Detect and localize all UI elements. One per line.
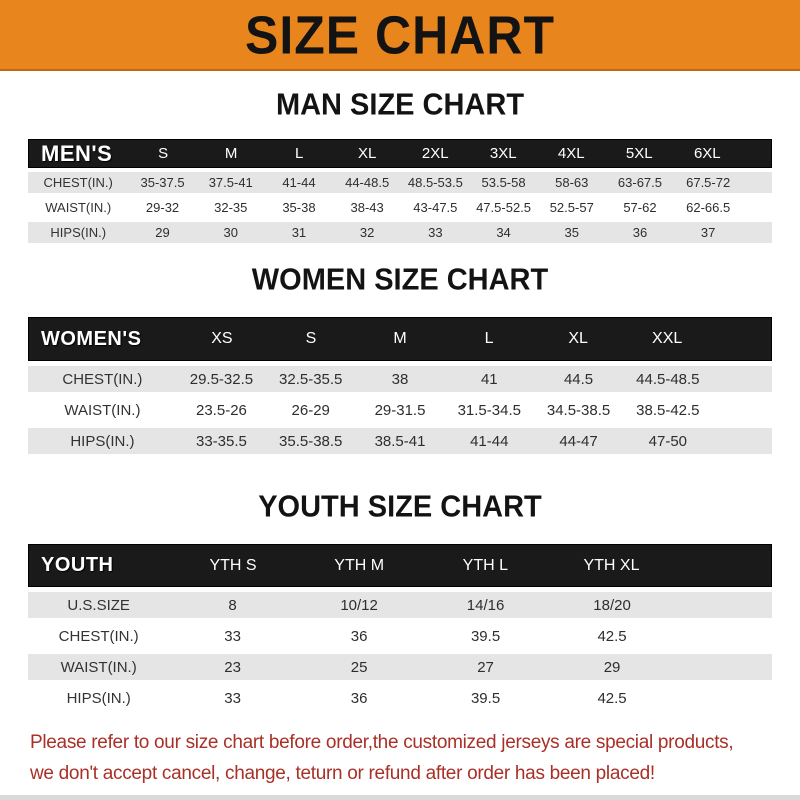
womens-size-table bbox=[28, 317, 772, 454]
column-header: YTH M bbox=[334, 556, 385, 574]
size-value: 27 bbox=[477, 658, 494, 676]
table-row bbox=[28, 428, 772, 454]
size-value: 43-47.5 bbox=[413, 200, 458, 215]
column-header: YTH L bbox=[462, 556, 508, 574]
row-label: HIPS(IN.) bbox=[66, 689, 131, 707]
size-value: 33-35.5 bbox=[196, 432, 247, 450]
size-value: 35 bbox=[564, 225, 579, 240]
row-label: WAIST(IN.) bbox=[45, 200, 112, 215]
size-value: 10/12 bbox=[340, 596, 378, 614]
size-value: 41 bbox=[480, 370, 498, 388]
size-value: 41-44 bbox=[470, 432, 509, 450]
size-value: 36 bbox=[350, 627, 368, 645]
size-value: 36 bbox=[350, 689, 368, 707]
table-row bbox=[28, 654, 772, 680]
column-header: S bbox=[158, 145, 169, 162]
table-row bbox=[28, 397, 772, 423]
youth-size-table-header bbox=[28, 544, 772, 587]
size-value: 23.5-26 bbox=[196, 401, 247, 419]
size-value: 44-47 bbox=[559, 432, 598, 450]
column-header: XL bbox=[358, 145, 377, 162]
man-size-chart-heading: MAN SIZE CHART bbox=[275, 88, 525, 122]
table-corner-label: WOMEN'S bbox=[41, 327, 142, 350]
size-value: 39.5 bbox=[470, 689, 501, 707]
row-label: HIPS(IN.) bbox=[70, 432, 135, 450]
size-value: 52.5-57 bbox=[549, 200, 594, 215]
table-row bbox=[28, 197, 772, 218]
womens-size-table-header bbox=[28, 317, 772, 361]
row-label: U.S.SIZE bbox=[67, 596, 130, 614]
column-header: 6XL bbox=[693, 145, 721, 162]
size-value: 38.5-41 bbox=[374, 432, 426, 450]
mens-size-table-header bbox=[28, 139, 772, 168]
size-value: 29.5-32.5 bbox=[189, 370, 254, 388]
size-value: 29-32 bbox=[145, 200, 180, 215]
column-header: YTH XL bbox=[583, 556, 640, 574]
size-value: 47.5-52.5 bbox=[476, 200, 532, 215]
youth-size-chart-heading: YOUTH SIZE CHART bbox=[258, 490, 542, 524]
row-label: WAIST(IN.) bbox=[64, 401, 141, 419]
column-header: L bbox=[484, 330, 494, 347]
row-label: CHEST(IN.) bbox=[58, 627, 139, 645]
disclaimer-line-1: Please refer to our size chart before order,the customized jerseys are special products, bbox=[30, 732, 734, 753]
size-value: 35.5-38.5 bbox=[279, 432, 343, 450]
column-header: 5XL bbox=[625, 145, 653, 162]
size-value: 44.5-48.5 bbox=[636, 370, 700, 388]
row-label: WAIST(IN.) bbox=[60, 658, 137, 676]
column-header: 2XL bbox=[421, 145, 449, 162]
size-value: 58-63 bbox=[555, 175, 589, 190]
table-row bbox=[28, 366, 772, 392]
banner-title: SIZE CHART bbox=[245, 4, 555, 65]
size-value: 35-38 bbox=[282, 200, 316, 215]
size-value: 31.5-34.5 bbox=[457, 401, 521, 419]
table-row bbox=[28, 623, 772, 649]
size-value: 29-31.5 bbox=[374, 401, 426, 419]
size-value: 37 bbox=[700, 225, 716, 240]
column-header: XXL bbox=[652, 330, 683, 347]
table-row bbox=[28, 172, 772, 193]
size-value: 23 bbox=[224, 658, 241, 676]
size-value: 33 bbox=[224, 689, 241, 707]
size-value: 44-48.5 bbox=[345, 175, 390, 190]
size-value: 29 bbox=[155, 225, 170, 240]
size-value: 18/20 bbox=[593, 596, 631, 614]
size-value: 32 bbox=[359, 225, 375, 240]
size-value: 67.5-72 bbox=[686, 175, 731, 190]
size-value: 32-35 bbox=[214, 200, 248, 215]
size-value: 37.5-41 bbox=[208, 175, 253, 190]
size-value: 41-44 bbox=[282, 175, 316, 190]
size-value: 31 bbox=[291, 225, 307, 240]
women-size-chart-heading: WOMEN SIZE CHART bbox=[251, 263, 549, 297]
size-value: 29 bbox=[603, 658, 621, 676]
size-value: 32.5-35.5 bbox=[279, 370, 343, 388]
size-value: 38 bbox=[391, 370, 409, 388]
bottom-edge bbox=[0, 795, 800, 800]
mens-size-table bbox=[28, 139, 772, 243]
column-header: M bbox=[393, 330, 407, 347]
size-value: 62-66.5 bbox=[686, 200, 731, 215]
table-corner-label: MEN'S bbox=[41, 140, 113, 166]
column-header: M bbox=[224, 145, 238, 162]
size-value: 25 bbox=[350, 658, 368, 676]
row-label: CHEST(IN.) bbox=[43, 175, 113, 190]
column-header: 4XL bbox=[557, 145, 585, 162]
column-header: 3XL bbox=[489, 145, 517, 162]
size-value: 26-29 bbox=[291, 401, 330, 419]
column-header: L bbox=[295, 145, 304, 162]
size-value: 33 bbox=[224, 627, 241, 645]
size-value: 30 bbox=[223, 225, 238, 240]
row-label: CHEST(IN.) bbox=[62, 370, 143, 388]
size-value: 33 bbox=[428, 225, 443, 240]
size-value: 42.5 bbox=[597, 689, 627, 707]
size-value: 8 bbox=[228, 596, 237, 614]
disclaimer bbox=[0, 727, 800, 789]
table-corner-label: YOUTH bbox=[41, 554, 114, 576]
size-value: 42.5 bbox=[597, 627, 627, 645]
size-value: 34 bbox=[496, 225, 511, 240]
disclaimer-line-2: we don't accept cancel, change, teturn or refund after order has been placed! bbox=[30, 763, 655, 784]
column-header: YTH S bbox=[209, 556, 257, 574]
size-value: 47-50 bbox=[648, 432, 688, 450]
column-header: S bbox=[305, 330, 317, 347]
size-value: 63-67.5 bbox=[617, 175, 662, 190]
table-row bbox=[28, 222, 772, 243]
row-label: HIPS(IN.) bbox=[50, 225, 107, 240]
size-value: 36 bbox=[632, 225, 648, 240]
column-header: XS bbox=[211, 330, 233, 347]
size-value: 14/16 bbox=[466, 596, 505, 614]
size-value: 57-62 bbox=[623, 200, 657, 215]
size-value: 35-37.5 bbox=[140, 175, 185, 190]
table-row bbox=[28, 592, 772, 618]
column-header: XL bbox=[568, 330, 588, 347]
size-value: 38.5-42.5 bbox=[636, 401, 700, 419]
size-value: 38-43 bbox=[350, 200, 384, 215]
size-chart-banner bbox=[0, 0, 800, 71]
size-value: 48.5-53.5 bbox=[407, 175, 463, 190]
table-row bbox=[28, 685, 772, 711]
youth-size-table bbox=[28, 544, 772, 711]
size-value: 39.5 bbox=[470, 627, 501, 645]
size-value: 53.5-58 bbox=[481, 175, 526, 190]
size-value: 34.5-38.5 bbox=[546, 401, 611, 419]
size-value: 44.5 bbox=[563, 370, 594, 388]
